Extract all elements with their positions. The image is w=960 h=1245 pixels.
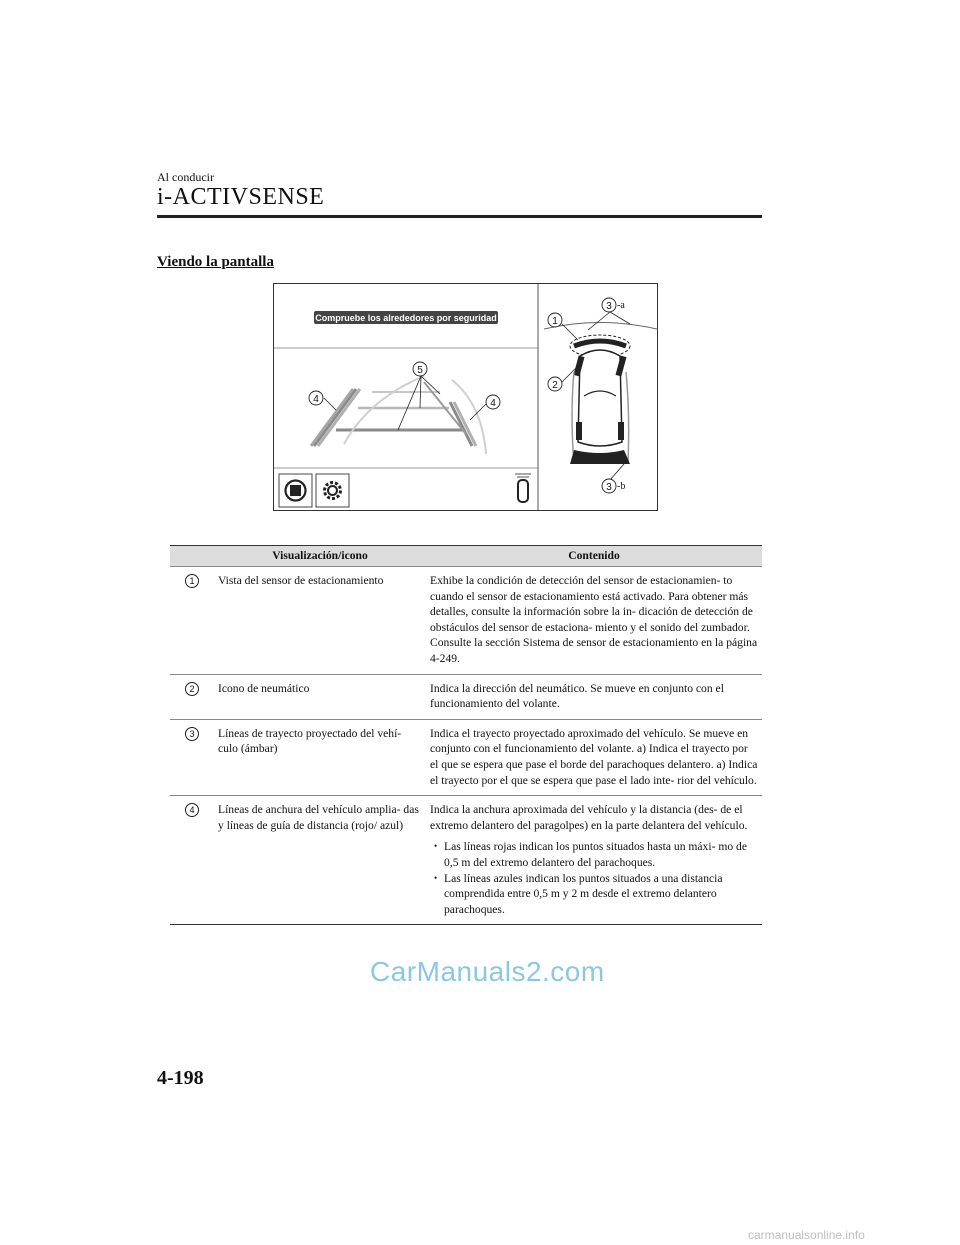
header-divider [157,215,762,218]
vehicle-icon [578,350,622,446]
callout-3b-suffix: -b [617,481,626,492]
table-row [170,674,762,719]
settings-button [316,474,349,507]
row-content [426,796,762,925]
callout-3b: 3 [606,482,612,493]
callout-3a-suffix: -a [617,300,625,311]
page-number: 4-198 [157,1067,204,1089]
callout-3a: 3 [606,301,612,312]
header-display: Visualización/icono [214,546,426,567]
watermark-logo: CarManuals2.com [370,956,605,987]
row-display: Icono de neumático [214,674,426,719]
row-number: 2 [185,682,199,696]
row-content: Indica la dirección del neumático. Se mueve en conjunto con el funcionamiento del volante. [426,674,762,719]
header-content: Contenido [426,546,762,567]
parking-sensor-icon [515,474,531,502]
footer-watermark: carmanualsonline.info [748,1228,865,1242]
callout-1: 1 [552,316,558,327]
row-display: Líneas de anchura del vehículo amplia- das y líneas de guía de distancia (rojo/ azul) [214,796,426,925]
bullet-item: • Las líneas rojas indican los puntos situados hasta un máxi- mo de 0,5 m del extremo delantero del parachoques. [430,839,758,870]
warning-banner-text: Compruebe los alrededores por seguridad [315,313,497,323]
display-table [170,545,762,925]
table-row [170,719,762,795]
row-content: Exhibe la condición de detección del sensor de estacionamien- to cuando el sensor de estacionamiento está activado. Para obtener más detalles, consulte la información sobre la in- dicación de detección de obstáculos del sensor de estaciona- miento y el sonido del zumbador. Consulte la sección Sistema de sensor de estacionamiento en la página 4-249. [426,567,762,675]
callout-4-right: 4 [490,398,496,409]
bullet-item: • Las líneas azules indican los puntos situados a una distancia comprendida entre 0,5 m y 2 m desde el extremo delantero parachoques. [430,871,758,918]
row-number: 4 [185,803,199,817]
row-display: Líneas de trayecto proyectado del vehí- culo (ámbar) [214,719,426,795]
row-content-text: Indica la anchura aproximada del vehículo y la distancia (des- de el extremo delantero del paragolpes) en la parte delantera del vehículo. [430,803,748,832]
row-display: Vista del sensor de estacionamiento [214,567,426,675]
screen-illustration [273,283,658,511]
callout-2: 2 [552,380,558,391]
row-content: Indica el trayecto proyectado aproximado del vehículo. Se mueve en conjunto con el funcionamiento del volante. a) Indica el trayecto por el que se espera que pase el borde del parachoques delantero. a) Indica el trayecto por el que se espera que pase el lado inte- rior del vehículo. [426,719,762,795]
row-number: 1 [185,574,199,588]
table-row [170,567,762,675]
page-title: i-ACTIVSENSE [157,184,325,210]
width-line-right [450,402,476,446]
header-num [170,546,214,567]
section-label: Al conducir [157,170,214,184]
callout-4-left: 4 [313,394,319,405]
projected-path-left [344,376,424,444]
table-row [170,796,762,925]
row-number: 3 [185,727,199,741]
callout-5: 5 [417,365,423,376]
bullet-list [430,839,758,917]
subheading: Viendo la pantalla [157,254,274,270]
top-view-panel [544,323,657,465]
